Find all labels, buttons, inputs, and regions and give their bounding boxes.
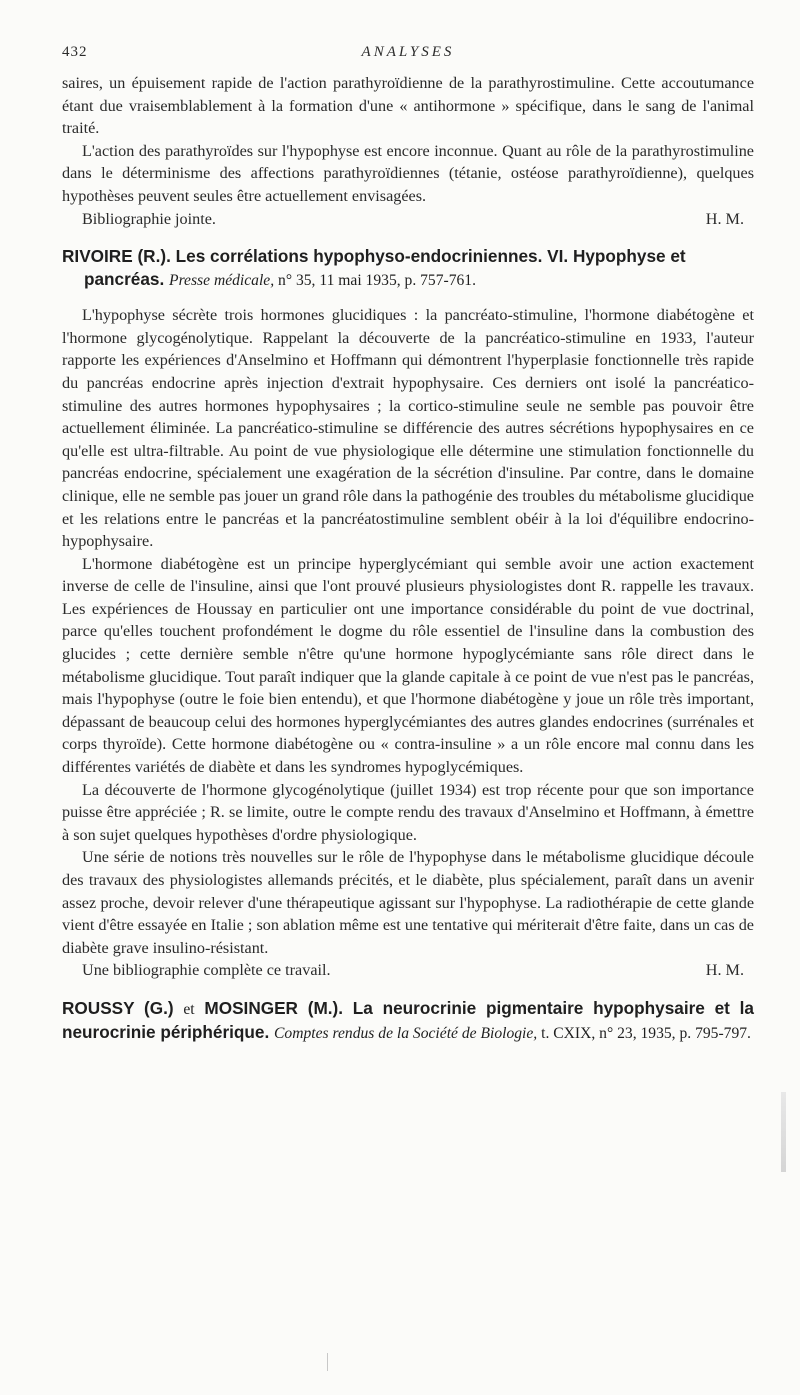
abstract-entry	[62, 997, 754, 1045]
entry-heading	[62, 997, 754, 1045]
signature: H. M.	[705, 209, 744, 228]
bibliography-note: Bibliographie jointe.	[82, 209, 216, 228]
author: RIVOIRE (R.).	[62, 246, 171, 267]
paragraph: Une série de notions très nouvelles sur le rôle de l'hypophyse dans le métabolisme glucidique découle des travaux des physiologistes allemands précités, et le diabète, plus spécialement, paraît dans un avenir assez proche, devoir relever d'une thérapeutique agissant sur l'hypophyse. La radiothérapie de cette glande vient d'être essayée en Italie ; son ablation même est une tentative qui mériterait d'être faite, dans un cas de diabète grave insulino-résistant.	[62, 848, 754, 957]
running-title: ANALYSES	[361, 44, 455, 60]
journal: Presse médicale,	[169, 272, 275, 290]
paragraph: L'action des parathyroïdes sur l'hypophyse est encore inconnue. Quant au rôle de la parathyrostimuline dans le déterminisme des affections parathyroïdiennes (tétanie, ostéose parathyroïdienne), quelques hypothèses peuvent seules être actuellement envisagées.	[62, 141, 754, 205]
entry-heading	[62, 245, 754, 292]
reference: t. CXIX,	[541, 1024, 596, 1042]
paragraph: saires, un épuisement rapide de l'action parathyroïdienne de la parathyrostimuline. Cette accoutumance étant due vraisemblablement à la formation d'une « antihormone » spécifique, dans le sang de l'animal traité.	[62, 74, 754, 138]
paragraph: L'hypophyse sécrète trois hormones glucidiques : la pancréato-stimuline, l'hormone diabétogène et l'hormone glycogénolytique. Rappelant la découverte de la pancréatico-stimuline en 1933, l'auteur rapporte les expériences d'Anselmino et Hoffmann qui démontrent l'hyperplasie fonctionnelle très rapide du pancréas endocrine après injection d'extrait hypophysaire. Ces derniers ont isolé la pancréatico-stimuline des autres hormones hypophysaires ; la cortico-stimuline seule ne semble pas pouvoir être actuellement éliminée. La pancréatico-stimuline se différencie des autres sécrétions hypophysaires en ce qu'elle est ultra-filtrable. Au point de vue physiologique elle détermine une stimulation fonctionnelle du pancréas endocrine, spécialement une exagération de la sécrétion d'insuline. Par contre, dans le domaine clinique, elle ne semble pas jouer un grand rôle dans la pathogénie des troubles du métabolisme glucidique et les relations entre le pancréas et la pancréatostimuline semblent obéir à la loi d'équilibre endocrino-hypophysaire.	[62, 306, 754, 551]
reference-cont: n° 23, 1935, p. 795-797.	[599, 1024, 751, 1042]
abstract-entry	[62, 245, 754, 982]
signature-line	[62, 959, 754, 982]
bibliography-note: Une bibliographie complète ce travail.	[82, 961, 331, 980]
article-title-cont: et la neurocrinie périphérique.	[62, 997, 754, 1042]
page	[62, 38, 754, 1057]
article-title: Les corrélations hypophyso-endocriniennes. VI. Hypophyse et	[175, 246, 686, 267]
paragraph: La découverte de l'hormone glycogénolytique (juillet 1934) est trop récente pour que son importance puisse être appréciée ; R. se limite, outre le compte rendu des travaux d'Anselmino et Hoffmann, à émettre à son sujet quelques hypothèses d'ordre physiologique.	[62, 780, 754, 844]
article-title-cont: pancréas.	[84, 269, 165, 290]
page-header	[62, 38, 754, 72]
author: ROUSSY (G.)	[62, 997, 174, 1018]
paragraph: L'hormone diabétogène est un principe hyperglycémiant qui semble avoir une action exactement inverse de celle de l'insuline, ainsi que l'ont prouvé plusieurs physiologistes dont R. rappelle les travaux. Les expériences de Houssay en particulier ont une importance considérable du point de vue doctrinal, parce qu'elles touchent profondément le dogme du rôle essentiel de l'insuline dans la combustion des glucides ; cette dernière semble n'être qu'une hormone hypoglycémiante sans rôle direct dans le métabolisme glucidique. Tout paraît indiquer que la glande capitale à ce point de vue n'est pas le pancréas, mais l'hypophyse (outre le foie bien entendu), et que l'hormone diabétogène y joue un rôle très important, dépassant de beaucoup celui des hormones hyperglycémiantes des autres glandes endocrines (surrénales et corps thyroïde). Cette hormone diabétogène ou « contra-insuline » a un rôle encore mal connu dans les différentes variétés de diabète et dans les syndromes hypoglycémiques.	[62, 554, 754, 777]
page-number: 432	[62, 44, 88, 60]
author: MOSINGER (M.).	[204, 997, 344, 1018]
scan-mark	[327, 1353, 328, 1371]
conjunction: et	[183, 1000, 195, 1018]
article-title: La neurocrinie pigmentaire hypophysaire	[352, 997, 705, 1018]
reference: n° 35, 11 mai 1935, p. 757-761.	[278, 272, 476, 290]
signature-line	[62, 208, 754, 231]
continued-abstract	[62, 72, 754, 230]
signature: H. M.	[705, 961, 744, 980]
journal: Comptes rendus de la Société de Biologie,	[274, 1024, 538, 1042]
page-edge-shadow	[781, 1092, 786, 1172]
